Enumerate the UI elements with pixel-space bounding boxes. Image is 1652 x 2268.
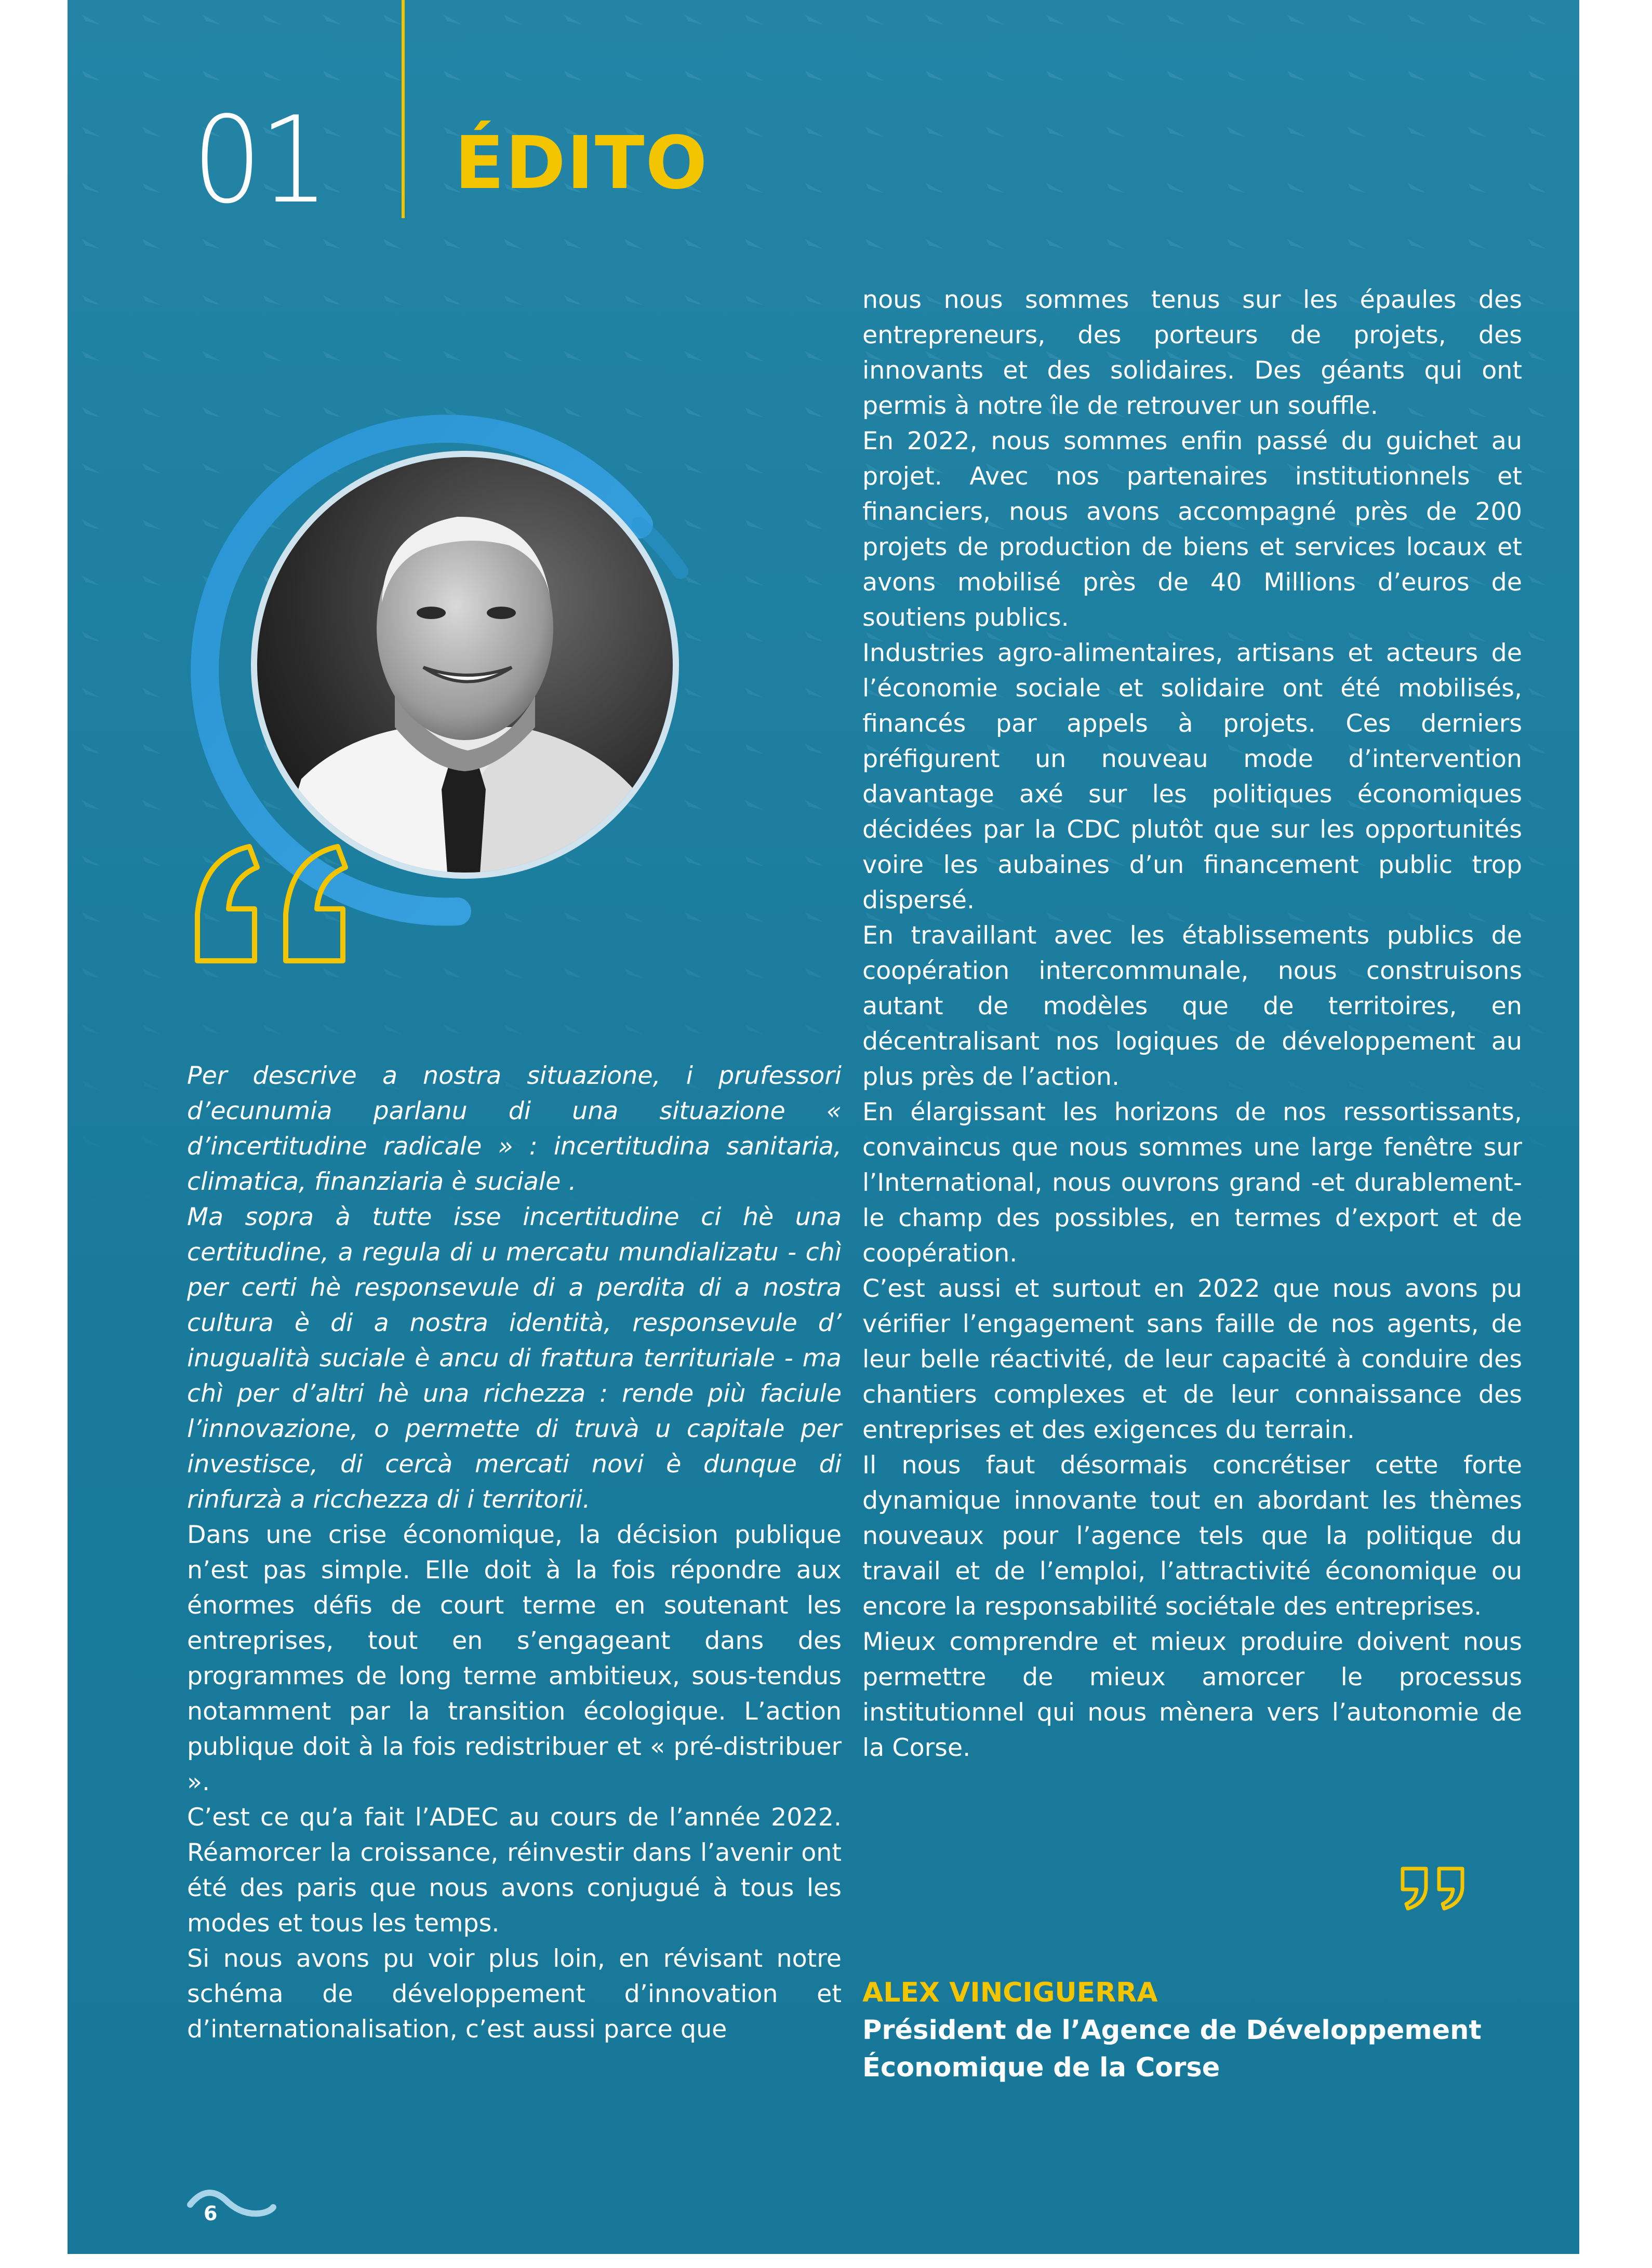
wave-logo-icon <box>186 2181 277 2238</box>
body-paragraph: Mieux comprendre et mieux produire doivent nous permettre de mieux amorcer le processus institutionnel qui nous mènera vers l’autonomie de la Corse. <box>862 1628 1522 1762</box>
author-name: ALEX VINCIGUERRA <box>862 1977 1158 2008</box>
section-title: ÉDITO <box>455 121 709 206</box>
body-paragraph: Dans une crise économique, la décision publique n’est pas simple. Elle doit à la fois répondre aux énormes défis de court terme en soutenant les entreprises, tout en s’engageant dans des programmes de long terme ambitieux, sous-tendus notamment par la transition écologique. L’action publique doit à la fois redistribuer et « pré-distribuer ». <box>187 1521 842 1796</box>
author-role-line: Économique de la Corse <box>862 2052 1220 2083</box>
section-number: 01 <box>192 91 327 230</box>
body-paragraph: En élargissant les horizons de nos ressortissants, convaincus que nous sommes une large fenêtre sur l’International, nous ouvrons grand -et durablement- le champ des possibles, en termes d’export et de coopération. <box>862 1098 1522 1268</box>
quote-paragraph: Per descrive a nostra situazione, i prufessori d’ecunumia parlanu di una situazione « d’incertitudine radicale » : incertitudina sanitaria, climatica, finanziaria è suciale . <box>187 1062 842 1196</box>
open-quote-icon <box>187 836 353 966</box>
author-role <box>862 2012 1538 2087</box>
close-quote-icon <box>1395 1864 1470 1911</box>
body-paragraph: En 2022, nous sommes enfin passé du guichet au projet. Avec nos partenaires institutionnels et financiers, nous avons accompagné près de 200 projets de production de biens et services locaux et avons mobilisé près de 40 Millions d’euros de soutiens publics. <box>862 427 1522 632</box>
signature <box>862 1974 1538 2087</box>
body-paragraph: Il nous faut désormais concrétiser cette forte dynamique innovante tout en abordant les thèmes nouveaux pour l’agence tels que la politique du travail et de l’emploi, l’attractivité économique ou encore la responsabilité sociétale des entreprises. <box>862 1451 1522 1621</box>
author-role-line: Président de l’Agence de Développement <box>862 2015 1482 2046</box>
body-paragraph: C’est ce qu’a fait l’ADEC au cours de l’année 2022. Réamorcer la croissance, réinvestir dans l’avenir ont été des paris que nous avons conjugué à tous les modes et tous les temps. <box>187 1803 842 1938</box>
body-paragraph: Industries agro-alimentaires, artisans et acteurs de l’économie sociale et solidaire ont été mobilisés, financés par appels à projets. Ces derniers préfigurent un nouveau mode d’intervention davantage axé sur les politiques économiques décidées par la CDC plutôt que sur les opportunités voire les aubaines d’un financement public trop dispersé. <box>862 639 1522 915</box>
right-column <box>862 283 1522 1766</box>
page-panel <box>68 0 1579 2254</box>
body-paragraph: En travaillant avec les établissements publics de coopération intercommunale, nous construisons autant de modèles que de territoires, en décentralisant nos logiques de développement au plus près de l’action. <box>862 921 1522 1091</box>
page-number: 6 <box>204 2202 218 2225</box>
body-paragraph: nous nous sommes tenus sur les épaules des entrepreneurs, des porteurs de projets, des innovants et des solidaires. Des géants qui ont permis à notre île de retrouver un souffle. <box>862 286 1522 420</box>
body-paragraph: Si nous avons pu voir plus loin, en révisant notre schéma de développement d’innovation et d’internationalisation, c’est aussi parce que <box>187 1944 842 2044</box>
quote-paragraph: Ma sopra à tutte isse incertitudine ci hè una certitudine, a regula di u mercatu mundializatu - chì per certi hè responsevule di a perdita di a nostra cultura è di a nostra identità, responsevule d’ inugualità suciale è ancu di frattura territuriale - ma chì per d’altri hè una richezza : rende più faciule l’innovazione, o permette di truvà u capitale per investisce, di cercà mercati novi è dunque di rinfurzà a ricchezza di i territorii. <box>187 1203 842 1514</box>
title-divider <box>402 0 405 218</box>
left-column <box>187 1058 842 2047</box>
body-paragraph: C’est aussi et surtout en 2022 que nous avons pu vérifier l’engagement sans faille de nos agents, de leur belle réactivité, de leur capacité à conduire des chantiers complexes et de leur connaissance des entreprises et des exigences du terrain. <box>862 1274 1522 1444</box>
